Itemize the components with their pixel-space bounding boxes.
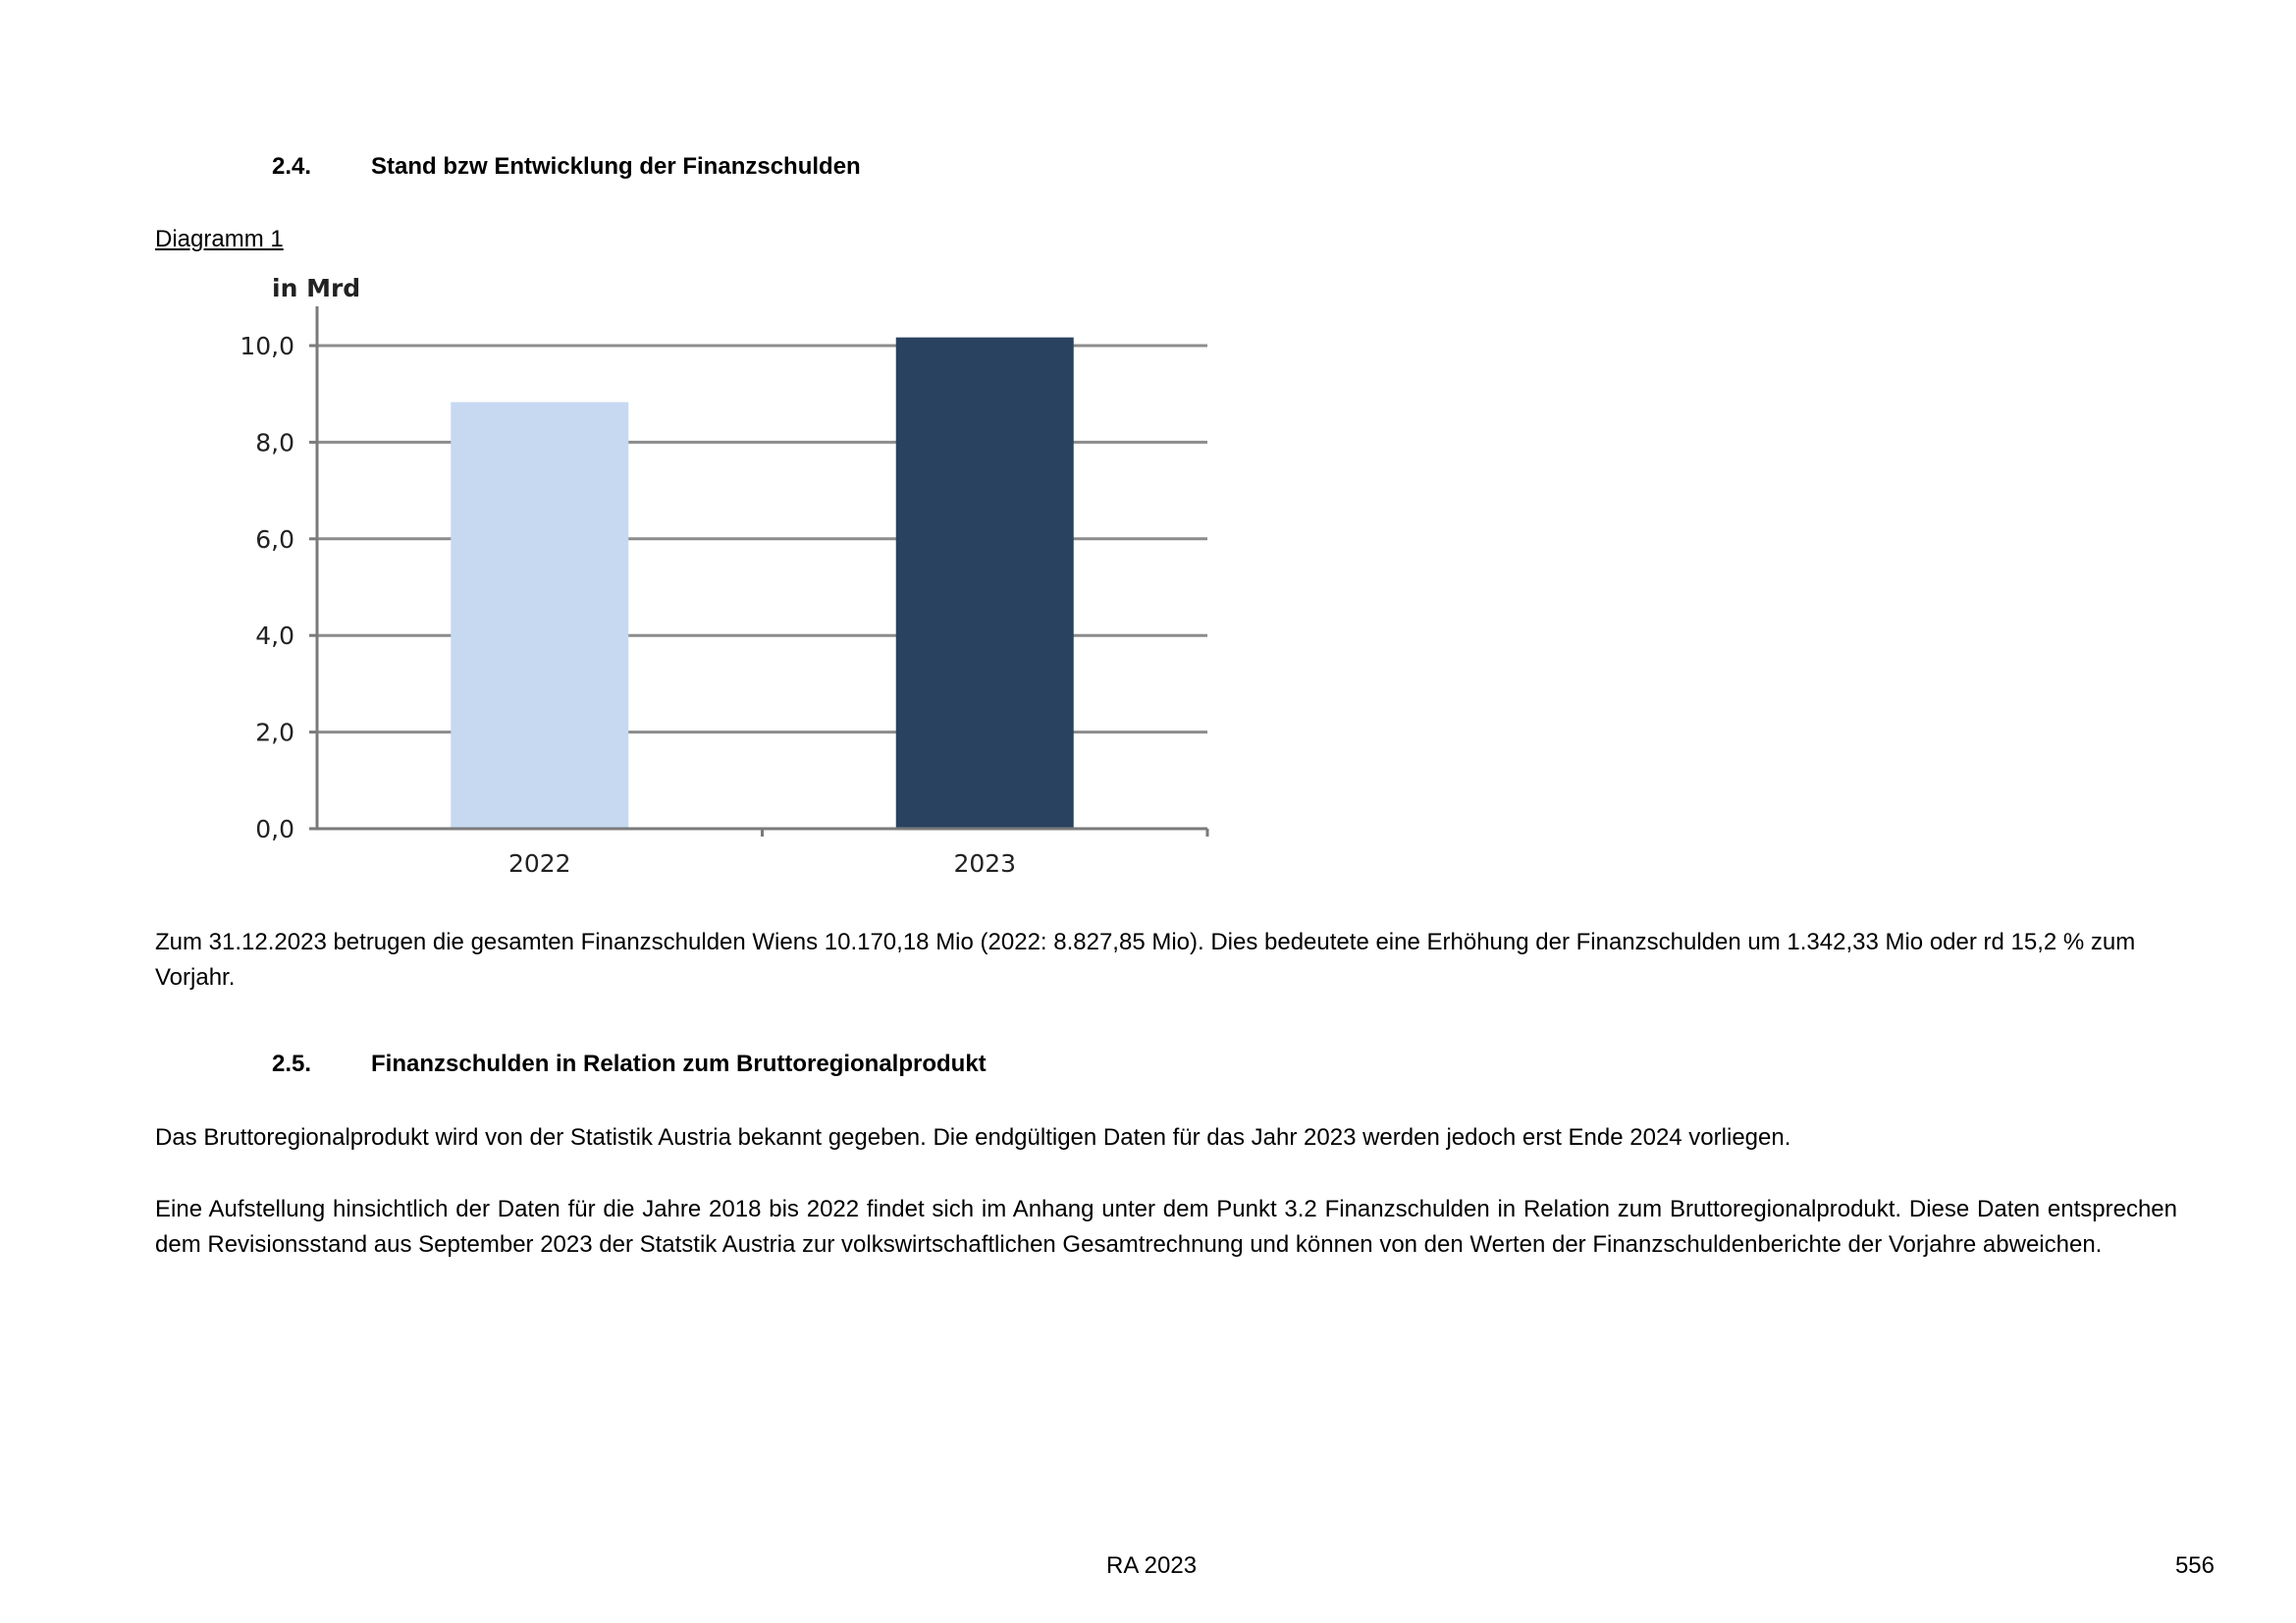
y-axis-label: in Mrd xyxy=(272,274,361,302)
section-heading-2-4 xyxy=(272,152,1155,182)
y-tick-label: 6,0 xyxy=(255,524,294,554)
x-tick-label: 2022 xyxy=(507,849,571,878)
y-tick-labels xyxy=(240,332,294,843)
x-tick-label: 2023 xyxy=(953,849,1017,878)
gridlines xyxy=(317,346,1207,732)
y-tick-label: 0,0 xyxy=(255,815,294,843)
section-heading-2-5 xyxy=(272,1050,1254,1079)
bars xyxy=(451,338,1074,829)
x-tick-labels xyxy=(508,849,1016,878)
paragraph-aufstellung: Eine Aufstellung hinsichtlich der Daten für die Jahre 2018 bis 2022 findet sich im Anhang unter dem Punkt 3.2 Finanzschulden in Relation zum Bruttoregionalprodukt. Diese Daten entsprechen dem Revisionsstand aus September 2023 der Statstik Austria zur volkswirtschaftlichen Gesamtrechnung und können von den Werten der Finanzschuldenberichte der Vorjahre abweichen. xyxy=(155,1196,2177,1258)
footer-report-label: RA 2023 xyxy=(1106,1552,1198,1579)
section-title: Stand bzw Entwicklung der Finanzschulden xyxy=(371,153,861,180)
paragraph-bruttoregionalprodukt: Das Bruttoregionalprodukt wird von der Statistik Austria bekannt gegeben. Die endgültigen Daten für das Jahr 2023 werden jedoch erst Ende 2024 vorliegen. xyxy=(155,1124,1791,1151)
y-tick-label: 8,0 xyxy=(255,428,294,458)
y-tick-label: 4,0 xyxy=(255,622,294,651)
page-number: 556 xyxy=(2174,1552,2215,1579)
paragraph-finanzschulden-2023: Zum 31.12.2023 betrugen die gesamten Finanzschulden Wiens 10.170,18 Mio (2022: 8.827,85 Mio). Dies bedeutete eine Erhöhung der Finanzschulden um 1.342,33 Mio oder rd 15,2 % zum Vorjahr. xyxy=(155,929,2136,991)
bar-2023 xyxy=(896,338,1074,829)
bar-2022 xyxy=(451,403,628,829)
figure-caption: Diagramm 1 xyxy=(155,226,284,252)
bar-chart xyxy=(226,267,1217,895)
y-tick-label: 2,0 xyxy=(255,718,294,747)
section-number: 2.4. xyxy=(272,153,312,180)
section-title: Finanzschulden in Relation zum Bruttoregionalprodukt xyxy=(371,1051,987,1077)
section-number: 2.5. xyxy=(272,1051,312,1077)
y-tick-label: 10,0 xyxy=(240,332,294,360)
